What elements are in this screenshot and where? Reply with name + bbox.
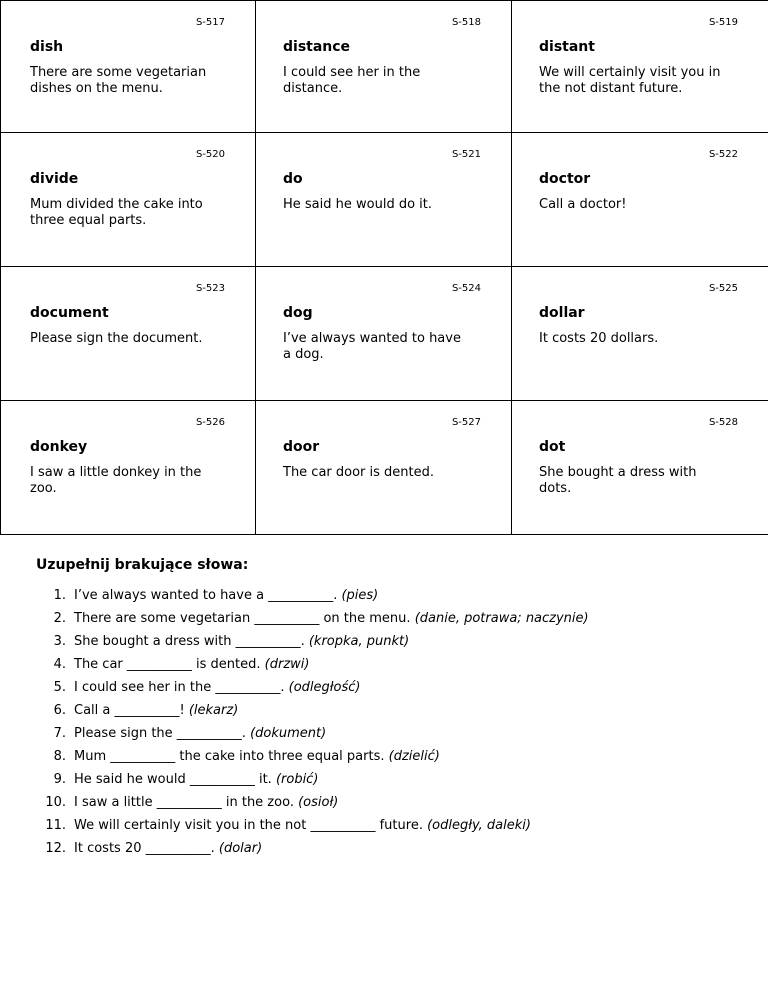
item-hint: (kropka, punkt) [308,634,410,649]
item-number: 11. [45,818,66,833]
flashcard [0,401,256,535]
card-word: donkey [30,439,88,455]
item-text: I could see her in the __________. [74,680,289,695]
exercise-item [36,611,736,634]
item-hint: (dokument) [250,726,327,741]
exercise-item [36,680,736,703]
card-sentence: The car door is dented. [283,465,435,480]
exercise-item [36,588,736,611]
item-hint: (odległy, daleki) [427,818,531,833]
item-hint: (dzielić) [388,749,440,764]
exercise-item [36,772,736,795]
card-code: S-522 [708,149,738,160]
card-word: divide [30,171,79,187]
item-text: We will certainly visit you in the not __________ future. [74,818,428,833]
card-word: distance [283,39,351,55]
item-text: The car __________ is dented. [74,657,265,672]
exercise-item [36,749,736,772]
card-word: doctor [539,171,591,187]
card-code: S-526 [195,417,225,428]
card-sentence: I saw a little donkey in the zoo. [30,465,202,496]
card-sentence: He said he would do it. [283,197,433,212]
flashcard [0,267,256,401]
card-word: dollar [539,305,585,321]
item-number: 6. [53,703,66,718]
item-number: 5. [53,680,66,695]
card-code: S-523 [195,283,225,294]
flashcard [512,133,768,267]
exercise-item [36,841,736,864]
exercise-item [36,795,736,818]
card-sentence: We will certainly visit you in the not distant future. [539,65,721,96]
exercise-item [36,634,736,657]
card-code: S-524 [451,283,481,294]
card-word: door [283,439,320,455]
exercise-title: Uzupełnij brakujące słowa: [36,557,249,573]
card-sentence: I could see her in the distance. [283,65,421,96]
exercise-item [36,703,736,726]
item-text: Please sign the __________. [74,726,251,741]
flashcard [256,401,512,535]
item-text: It costs 20 __________. [74,841,219,856]
item-number: 8. [53,749,66,764]
card-sentence: It costs 20 dollars. [539,331,659,346]
item-number: 1. [53,588,66,603]
flashcard [0,133,256,267]
item-text: Call a __________! [74,703,189,718]
item-number: 3. [53,634,66,649]
flashcard [256,267,512,401]
card-word: document [30,305,109,321]
card-sentence: Please sign the document. [30,331,203,346]
item-hint: (robić) [275,772,319,787]
item-number: 4. [53,657,66,672]
card-code: S-518 [451,17,481,28]
card-word: dot [539,439,566,455]
flashcard [512,401,768,535]
card-code: S-520 [195,149,225,160]
item-text: I’ve always wanted to have a __________. [74,588,342,603]
exercise-item [36,818,736,841]
item-number: 2. [53,611,66,626]
card-sentence: She bought a dress with dots. [539,465,697,496]
card-word: do [283,171,303,187]
flashcard [512,267,768,401]
exercise-list [36,588,736,864]
item-hint: (drzwi) [264,657,310,672]
flashcard [512,0,768,133]
item-hint: (dolar) [218,841,263,856]
item-text: There are some vegetarian __________ on the menu. [74,611,415,626]
card-code: S-517 [195,17,225,28]
card-sentence: There are some vegetarian dishes on the menu. [30,65,207,96]
exercise-item [36,726,736,749]
item-hint: (lekarz) [188,703,239,718]
card-sentence: Mum divided the cake into three equal parts. [30,197,203,228]
card-code: S-528 [708,417,738,428]
item-hint: (osioł) [298,795,339,810]
item-hint: (danie, potrawa; naczynie) [414,611,589,626]
item-number: 9. [53,772,66,787]
card-code: S-521 [451,149,481,160]
item-text: He said he would __________ it. [74,772,276,787]
item-text: Mum __________ the cake into three equal parts. [74,749,389,764]
item-number: 10. [45,795,66,810]
item-hint: (pies) [341,588,379,603]
card-sentence: I’ve always wanted to have a dog. [283,331,461,362]
flashcard [256,0,512,133]
card-code: S-527 [451,417,481,428]
flashcard [256,133,512,267]
card-code: S-525 [708,283,738,294]
exercise-item [36,657,736,680]
fill-in-exercise [36,557,736,864]
card-word: distant [539,39,595,55]
item-text: She bought a dress with __________. [74,634,309,649]
item-text: I saw a little __________ in the zoo. [74,795,299,810]
item-number: 7. [53,726,66,741]
card-sentence: Call a doctor! [539,197,627,212]
card-code: S-519 [708,17,738,28]
flashcard [0,0,256,133]
item-number: 12. [45,841,66,856]
card-word: dish [30,39,64,55]
item-hint: (odległość) [288,680,361,695]
card-word: dog [283,305,313,321]
